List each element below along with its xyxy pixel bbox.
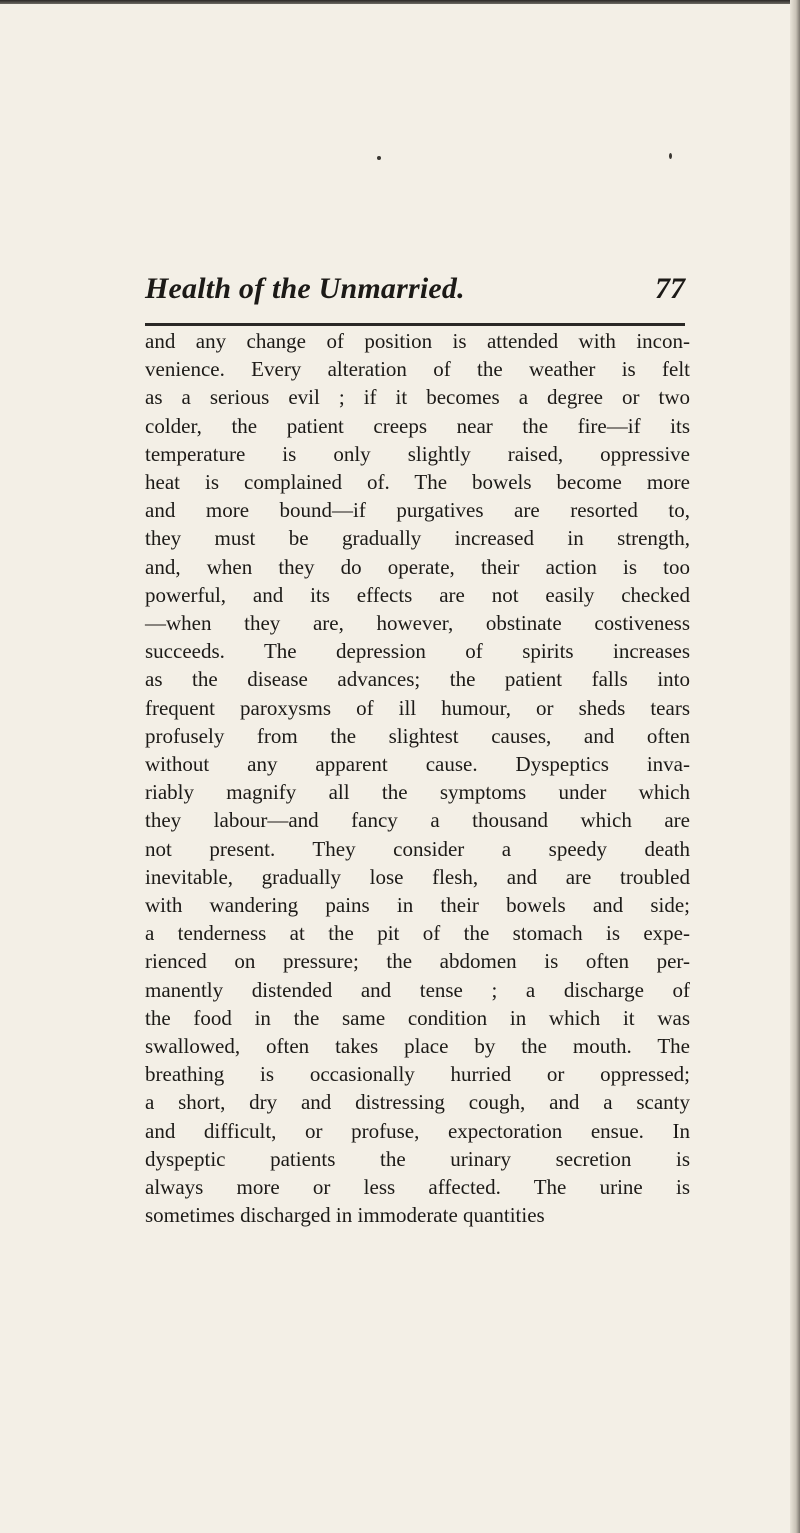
text-line: dyspeptic patients the urinary secretion is	[145, 1146, 690, 1171]
text-line: succeeds. The depression of spirits increases	[145, 639, 690, 664]
text-line: without any apparent cause. Dyspeptics inva-	[145, 752, 690, 777]
text-line: sometimes discharged in immoderate quantities	[145, 1203, 545, 1228]
text-line: always more or less affected. The urine is	[145, 1175, 690, 1200]
text-line: not present. They consider a speedy death	[145, 836, 690, 861]
text-line: and more bound—if purgatives are resorted to,	[145, 498, 690, 523]
text-line: they labour—and fancy a thousand which are	[145, 808, 690, 833]
text-line: inevitable, gradually lose flesh, and are troubled	[145, 864, 690, 889]
ink-speck	[669, 153, 672, 159]
text-line: as the disease advances; the patient falls into	[145, 667, 690, 692]
text-line: the food in the same condition in which it was	[145, 1005, 690, 1030]
text-line: —when they are, however, obstinate costiveness	[145, 611, 690, 636]
header-rule	[145, 323, 685, 326]
body-text	[145, 327, 690, 1230]
text-line: venience. Every alteration of the weather is felt	[145, 357, 690, 382]
text-line: frequent paroxysms of ill humour, or sheds tears	[145, 695, 690, 720]
text-line: colder, the patient creeps near the fire—if its	[145, 413, 690, 438]
text-line: rienced on pressure; the abdomen is often per-	[145, 949, 690, 974]
text-line: temperature is only slightly raised, oppressive	[145, 441, 690, 466]
page-right-edge	[790, 0, 800, 1533]
text-line: riably magnify all the symptoms under which	[145, 780, 690, 805]
text-line: and difficult, or profuse, expectoration ensue. In	[145, 1118, 690, 1143]
text-line: a tenderness at the pit of the stomach is expe-	[145, 921, 690, 946]
running-title: Health of the Unmarried.	[145, 272, 465, 305]
text-line: swallowed, often takes place by the mouth. The	[145, 1034, 690, 1059]
text-line: profusely from the slightest causes, and often	[145, 723, 690, 748]
text-line: and, when they do operate, their action is too	[145, 554, 690, 579]
page-number: 77	[655, 272, 685, 305]
text-line: as a serious evil ; if it becomes a degree or two	[145, 385, 690, 410]
text-line: with wandering pains in their bowels and side;	[145, 893, 690, 918]
ink-speck	[377, 156, 381, 160]
text-line: breathing is occasionally hurried or oppressed;	[145, 1062, 690, 1087]
text-line: and any change of position is attended with incon-	[145, 329, 690, 353]
text-line: they must be gradually increased in strength,	[145, 526, 690, 551]
text-line: heat is complained of. The bowels become more	[145, 470, 690, 495]
page-top-edge	[0, 0, 800, 4]
text-line: a short, dry and distressing cough, and a scanty	[145, 1090, 690, 1115]
text-line: powerful, and its effects are not easily checked	[145, 582, 690, 607]
text-line: manently distended and tense ; a discharge of	[145, 977, 690, 1002]
running-header	[145, 270, 685, 320]
